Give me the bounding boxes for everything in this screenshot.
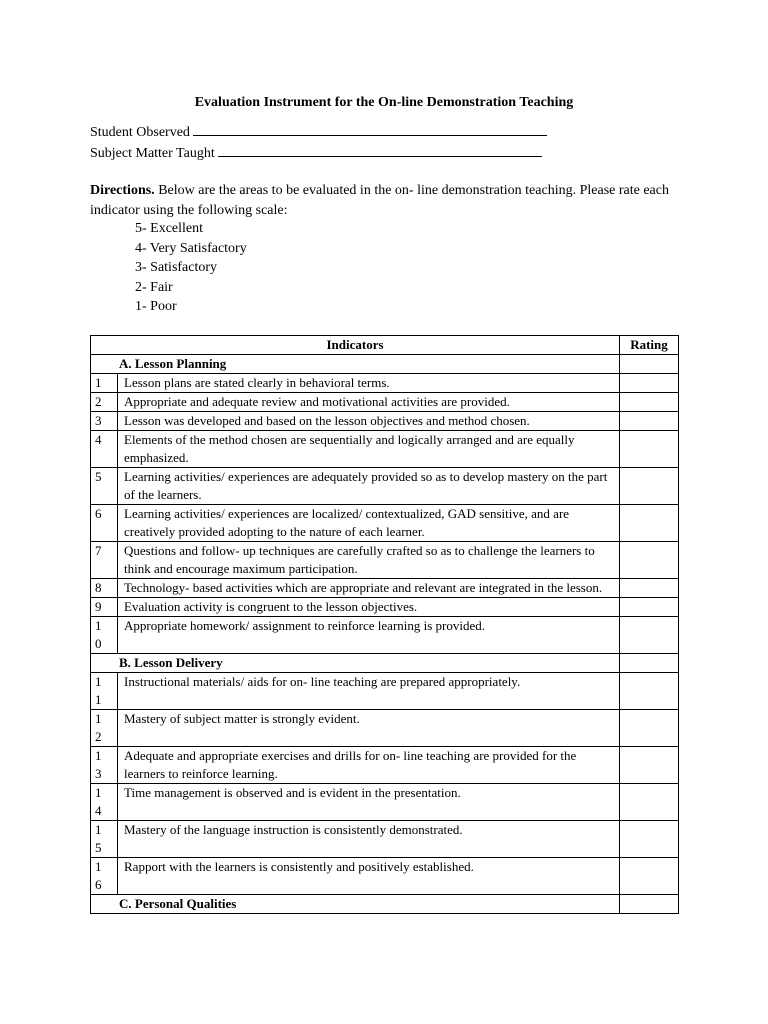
rating-cell[interactable] — [620, 821, 679, 858]
section-title: B. Lesson Delivery — [91, 654, 620, 673]
indicator-number: 9 — [91, 598, 118, 617]
table-row — [91, 617, 679, 654]
rating-cell[interactable] — [620, 598, 679, 617]
evaluation-table — [90, 335, 679, 914]
indicator-text: Questions and follow- up techniques are carefully crafted so as to challenge the learners to think and encourage maximum participation. — [118, 542, 620, 579]
indicator-text: Instructional materials/ aids for on- line teaching are prepared appropriately. — [118, 673, 620, 710]
indicator-number: 1 3 — [91, 747, 118, 784]
table-row — [91, 747, 679, 784]
section-title: C. Personal Qualities — [91, 895, 620, 914]
scale-item: 2- Fair — [135, 279, 173, 295]
indicator-number: 6 — [91, 505, 118, 542]
rating-cell[interactable] — [620, 784, 679, 821]
indicator-number: 7 — [91, 542, 118, 579]
rating-cell[interactable] — [620, 355, 679, 374]
table-body — [91, 355, 679, 914]
indicators-header: Indicators — [91, 336, 620, 355]
section-row — [91, 654, 679, 673]
scale-item: 5- Excellent — [135, 221, 204, 236]
indicator-text: Appropriate homework/ assignment to reinforce learning is provided. — [118, 617, 620, 654]
table-row — [91, 505, 679, 542]
indicator-number: 2 — [91, 393, 118, 412]
directions-label: Directions. — [90, 183, 155, 198]
rating-cell[interactable] — [620, 895, 679, 914]
student-observed-label: Student Observed — [90, 125, 190, 140]
table-row — [91, 412, 679, 431]
indicator-number: 1 2 — [91, 710, 118, 747]
section-row — [91, 895, 679, 914]
scale-item: 4- Very Satisfactory — [135, 240, 247, 256]
rating-cell[interactable] — [620, 412, 679, 431]
rating-cell[interactable] — [620, 505, 679, 542]
indicator-number: 5 — [91, 468, 118, 505]
table-row — [91, 710, 679, 747]
student-observed-blank[interactable] — [193, 123, 547, 136]
directions-text: Below are the areas to be evaluated in the on- line demonstration teaching. Please rate each indicator using the following scale: — [90, 183, 669, 218]
table-row — [91, 542, 679, 579]
table-row — [91, 673, 679, 710]
rating-cell[interactable] — [620, 673, 679, 710]
indicator-text: Evaluation activity is congruent to the lesson objectives. — [118, 598, 620, 617]
table-row — [91, 821, 679, 858]
indicator-text: Mastery of subject matter is strongly evident. — [118, 710, 620, 747]
indicator-text: Learning activities/ experiences are adequately provided so as to develop mastery on the part of the learners. — [118, 468, 620, 505]
rating-cell[interactable] — [620, 858, 679, 895]
table-row — [91, 579, 679, 598]
table-row — [91, 374, 679, 393]
indicator-text: Mastery of the language instruction is consistently demonstrated. — [118, 821, 620, 858]
document-title: Evaluation Instrument for the On-line Demonstration Teaching — [194, 95, 574, 110]
table-row — [91, 431, 679, 468]
subject-matter-blank[interactable] — [218, 144, 542, 157]
indicator-number: 1 5 — [91, 821, 118, 858]
indicator-text: Rapport with the learners is consistently and positively established. — [118, 858, 620, 895]
indicator-number: 1 — [91, 374, 118, 393]
rating-cell[interactable] — [620, 431, 679, 468]
subject-matter-label: Subject Matter Taught — [90, 146, 215, 161]
indicator-text: Learning activities/ experiences are localized/ contextualized, GAD sensitive, and are creatively provided adopting to the nature of each learner. — [118, 505, 620, 542]
table-row — [91, 468, 679, 505]
table-row — [91, 393, 679, 412]
scale-item: 1- Poor — [135, 299, 177, 314]
directions-paragraph — [90, 181, 680, 221]
rating-cell[interactable] — [620, 747, 679, 784]
table-header-row — [91, 336, 679, 355]
indicator-text: Adequate and appropriate exercises and drills for on- line teaching are provided for the learners to reinforce learning. — [118, 747, 620, 784]
indicator-number: 3 — [91, 412, 118, 431]
indicator-text: Time management is observed and is evident in the presentation. — [118, 784, 620, 821]
rating-cell[interactable] — [620, 468, 679, 505]
rating-cell[interactable] — [620, 617, 679, 654]
indicator-text: Technology- based activities which are appropriate and relevant are integrated in the lesson. — [118, 579, 620, 598]
rating-cell[interactable] — [620, 374, 679, 393]
subject-matter-line — [90, 144, 542, 162]
section-title: A. Lesson Planning — [91, 355, 620, 374]
scale-item: 3- Satisfactory — [135, 260, 218, 275]
indicator-number: 1 6 — [91, 858, 118, 895]
rating-scale-list — [135, 219, 247, 317]
rating-header: Rating — [620, 336, 679, 355]
rating-cell[interactable] — [620, 579, 679, 598]
section-row — [91, 355, 679, 374]
rating-cell[interactable] — [620, 542, 679, 579]
indicator-text: Lesson was developed and based on the lesson objectives and method chosen. — [118, 412, 620, 431]
student-observed-line — [90, 123, 547, 141]
rating-cell[interactable] — [620, 654, 679, 673]
indicator-text: Appropriate and adequate review and motivational activities are provided. — [118, 393, 620, 412]
table-row — [91, 858, 679, 895]
indicator-text: Elements of the method chosen are sequentially and logically arranged and are equally emphasized. — [118, 431, 620, 468]
table-row — [91, 598, 679, 617]
indicator-text: Lesson plans are stated clearly in behavioral terms. — [118, 374, 620, 393]
indicator-number: 1 4 — [91, 784, 118, 821]
table-row — [91, 784, 679, 821]
indicator-number: 4 — [91, 431, 118, 468]
indicator-number: 1 1 — [91, 673, 118, 710]
rating-cell[interactable] — [620, 393, 679, 412]
rating-cell[interactable] — [620, 710, 679, 747]
indicator-number: 8 — [91, 579, 118, 598]
indicator-number: 1 0 — [91, 617, 118, 654]
